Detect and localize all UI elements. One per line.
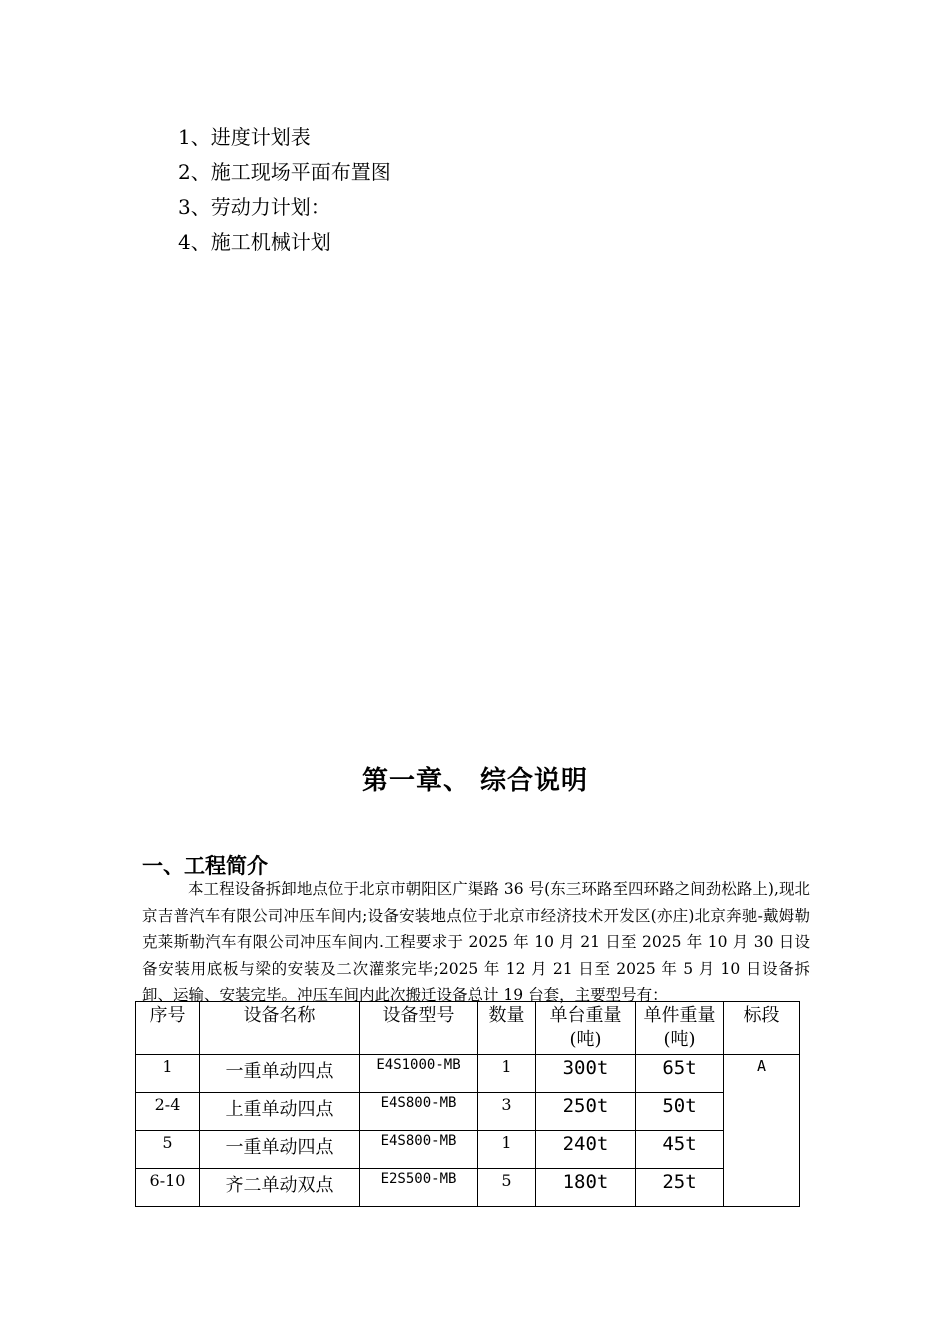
header-model: 设备型号 (360, 1002, 478, 1055)
cell-qty: 1 (478, 1131, 536, 1169)
cell-name: 一重单动四点 (200, 1131, 360, 1169)
cell-name: 上重单动四点 (200, 1093, 360, 1131)
toc-item: 2、施工现场平面布置图 (178, 160, 391, 184)
cell-model: E4S1000-MB (360, 1055, 478, 1093)
cell-part-weight: 65t (636, 1055, 724, 1093)
table-row (136, 1093, 800, 1131)
cell-qty: 5 (478, 1169, 536, 1207)
cell-unit-weight: 250t (536, 1093, 636, 1131)
table-row (136, 1131, 800, 1169)
cell-qty: 1 (478, 1055, 536, 1093)
table-row (136, 1055, 800, 1093)
section-heading: 一、工程简介 (142, 854, 268, 878)
cell-name: 齐二单动双点 (200, 1169, 360, 1207)
header-name: 设备名称 (200, 1002, 360, 1055)
toc-item: 1、进度计划表 (178, 125, 311, 149)
cell-seq: 2-4 (136, 1093, 200, 1131)
table-row (136, 1169, 800, 1207)
intro-paragraph: 本工程设备拆卸地点位于北京市朝阳区广渠路 36 号(东三环路至四环路之间劲松路上),现北京吉普汽车有限公司冲压车间内;设备安装地点位于北京市经济技术开发区(亦庄)北京奔驰-戴姆勒克莱斯勒汽车有限公司冲压车间内.工程要求于 2025 年 10 月 21 日至 2025 年 10 月 30 日设备安装用底板与梁的安装及二次灌浆完毕;2025 年 12 月 21 日至 2025 年 5 月 10 日设备拆卸、运输、安装完毕。冲压车间内此次搬迁设备总计 19 台套，主要型号有： (142, 880, 810, 1004)
chapter-title: 第一章、 综合说明 (361, 766, 589, 796)
equipment-table (135, 1001, 800, 1207)
header-unit-weight: 单台重量(吨) (536, 1002, 636, 1055)
header-qty: 数量 (478, 1002, 536, 1055)
cell-part-weight: 50t (636, 1093, 724, 1131)
toc-item: 4、施工机械计划 (178, 230, 331, 254)
table-header-row (136, 1002, 800, 1055)
header-seq: 序号 (136, 1002, 200, 1055)
cell-seq: 5 (136, 1131, 200, 1169)
header-part-weight: 单件重量(吨) (636, 1002, 724, 1055)
cell-name: 一重单动四点 (200, 1055, 360, 1093)
cell-model: E4S800-MB (360, 1093, 478, 1131)
cell-unit-weight: 300t (536, 1055, 636, 1093)
cell-part-weight: 25t (636, 1169, 724, 1207)
cell-part-weight: 45t (636, 1131, 724, 1169)
cell-unit-weight: 240t (536, 1131, 636, 1169)
cell-qty: 3 (478, 1093, 536, 1131)
cell-unit-weight: 180t (536, 1169, 636, 1207)
header-section: 标段 (724, 1002, 800, 1055)
cell-seq: 1 (136, 1055, 200, 1093)
toc-item: 3、劳动力计划： (178, 195, 331, 219)
cell-model: E2S500-MB (360, 1169, 478, 1207)
cell-section: A (724, 1055, 800, 1207)
cell-model: E4S800-MB (360, 1131, 478, 1169)
toc-list (178, 120, 391, 260)
cell-seq: 6-10 (136, 1169, 200, 1207)
